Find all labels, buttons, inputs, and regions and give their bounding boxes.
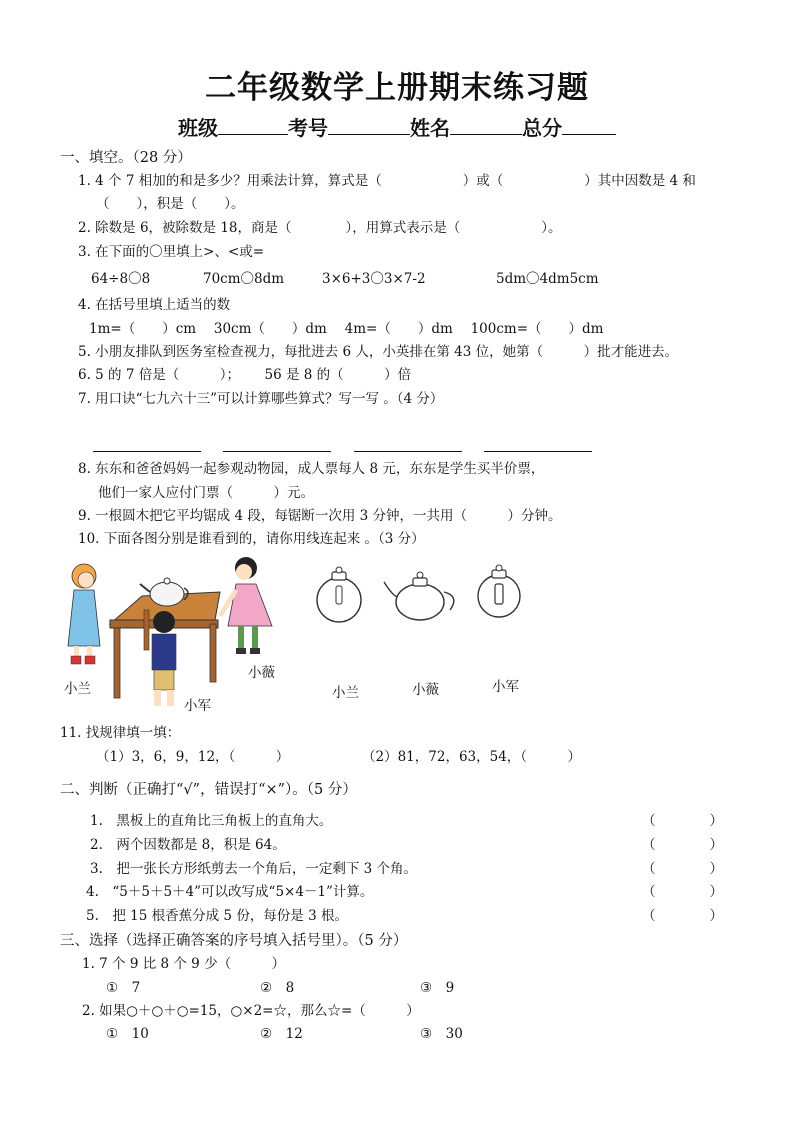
judge-item: 3. 把一张长方形纸剪去一个角后，一定剩下 3 个角。 xyxy=(90,861,418,877)
q8-line-a: 8. 东东和爸爸妈妈一起参观动物园，成人票每人 8 元，东东是学生买半价票， xyxy=(78,461,545,477)
class-blank[interactable] xyxy=(218,116,288,135)
choice-option[interactable]: ① 7 xyxy=(106,980,141,996)
q3-item: 3×6+3〇3×7-2 xyxy=(322,271,426,287)
view-label: 小兰 xyxy=(332,685,359,701)
boy-xiaojun xyxy=(152,611,176,706)
q4-line: 1m=（ ）cm 30cm（ ）dm 4m=（ ）dm 100cm=（ ）dm xyxy=(89,321,604,337)
kids-table-illustration xyxy=(60,556,290,716)
answer-line[interactable] xyxy=(93,451,201,452)
q9-text: 9. 一根圆木把它平均锯成 4 段，每锯断一次用 3 分钟，一共用（ ）分钟。 xyxy=(78,508,562,524)
student-info-line xyxy=(0,112,794,141)
q6-text: 6. 5 的 7 倍是（ ）； 56 是 8 的（ ）倍 xyxy=(78,367,412,383)
judge-answer-paren[interactable]: （ ） xyxy=(642,861,723,877)
judge-item: 2. 两个因数都是 8，积是 64。 xyxy=(90,837,286,853)
q11-sequence-2: （2）81，72，63，54，（ ） xyxy=(362,749,582,765)
answer-line[interactable] xyxy=(223,451,331,452)
q4-text: 4. 在括号里填上适当的数 xyxy=(78,297,231,313)
teapot-view-3[interactable] xyxy=(474,564,524,620)
section3-heading: 三、选择（选择正确答案的序号填入括号里）。（5 分） xyxy=(60,933,408,949)
exam-no-label: 考号 xyxy=(288,116,328,140)
choice-q1: 1. 7 个 9 比 8 个 9 少（ ） xyxy=(82,956,286,972)
choice-q2: 2. 如果○＋○＋○=15，○×2=☆，那么☆=（ ） xyxy=(82,1003,420,1019)
label-xiaolan: 小兰 xyxy=(64,681,91,697)
judge-answer-paren[interactable]: （ ） xyxy=(642,813,723,829)
q3-item: 5dm〇4dm5cm xyxy=(496,271,599,287)
choice-option[interactable]: ② 8 xyxy=(260,980,295,996)
teapot-view-2[interactable] xyxy=(380,568,464,624)
girl-xiaowei xyxy=(220,557,272,654)
view-label: 小薇 xyxy=(412,682,439,698)
judge-answer-paren[interactable]: （ ） xyxy=(642,837,723,853)
label-xiaowei: 小薇 xyxy=(248,665,275,681)
q11-sequence-1: （1）3，6，9，12，（ ） xyxy=(96,749,290,765)
q3-item: 64÷8〇8 xyxy=(91,271,151,287)
judge-answer-paren[interactable]: （ ） xyxy=(642,884,723,900)
choice-option[interactable]: ③ 9 xyxy=(420,980,455,996)
q11-text: 11. 找规律填一填： xyxy=(60,725,181,741)
label-xiaojun: 小军 xyxy=(184,698,211,714)
judge-item: 1. 黑板上的直角比三角板上的直角大。 xyxy=(90,813,333,829)
section1-heading: 一、填空。（28 分） xyxy=(60,150,192,166)
teapot-view-1[interactable] xyxy=(314,566,364,624)
name-blank[interactable] xyxy=(450,116,522,135)
section2-heading: 二、判断（正确打“√”，错误打“×”）。（5 分） xyxy=(60,782,357,798)
q1-line-a: 1. 4 个 7 相加的和是多少？用乘法计算，算式是（ ）或（ ）其中因数是 4 和 xyxy=(78,173,696,189)
score-blank[interactable] xyxy=(562,116,616,135)
view-label: 小军 xyxy=(492,679,519,695)
girl-xiaolan xyxy=(68,564,100,664)
class-label: 班级 xyxy=(178,116,218,140)
score-label: 总分 xyxy=(522,116,562,140)
q3-text: 3. 在下面的〇里填上>、<或= xyxy=(78,244,265,260)
exam-no-blank[interactable] xyxy=(328,116,410,135)
page-title: 二年级数学上册期末练习题 xyxy=(205,70,589,106)
judge-item: 5. 把 15 根香蕉分成 5 份，每份是 3 根。 xyxy=(86,908,348,924)
judge-answer-paren[interactable]: （ ） xyxy=(642,908,723,924)
q7-text: 7. 用口诀“七九六十三”可以计算哪些算式？写一写 。（4 分） xyxy=(78,391,444,407)
q5-text: 5. 小朋友排队到医务室检查视力，每批进去 6 人，小英排在第 43 位，她第（ ）批才能进去。 xyxy=(78,344,679,360)
q8-line-b: 他们一家人应付门票（ ）元。 xyxy=(98,485,314,501)
q1-line-b: （ ），积是（ ）。 xyxy=(96,196,245,212)
choice-option[interactable]: ① 10 xyxy=(106,1026,149,1042)
judge-item: 4. “5＋5＋5＋4”可以改写成“5×4－1”计算。 xyxy=(86,884,374,900)
choice-option[interactable]: ② 12 xyxy=(260,1026,303,1042)
choice-option[interactable]: ③ 30 xyxy=(420,1026,463,1042)
q2-text: 2. 除数是 6，被除数是 18，商是（ ），用算式表示是（ ）。 xyxy=(78,220,562,236)
q10-text: 10. 下面各图分别是谁看到的，请你用线连起来 。（3 分） xyxy=(78,531,425,547)
answer-line[interactable] xyxy=(484,451,592,452)
q3-item: 70cm〇8dm xyxy=(203,271,285,287)
name-label: 姓名 xyxy=(410,116,450,140)
answer-line[interactable] xyxy=(354,451,462,452)
